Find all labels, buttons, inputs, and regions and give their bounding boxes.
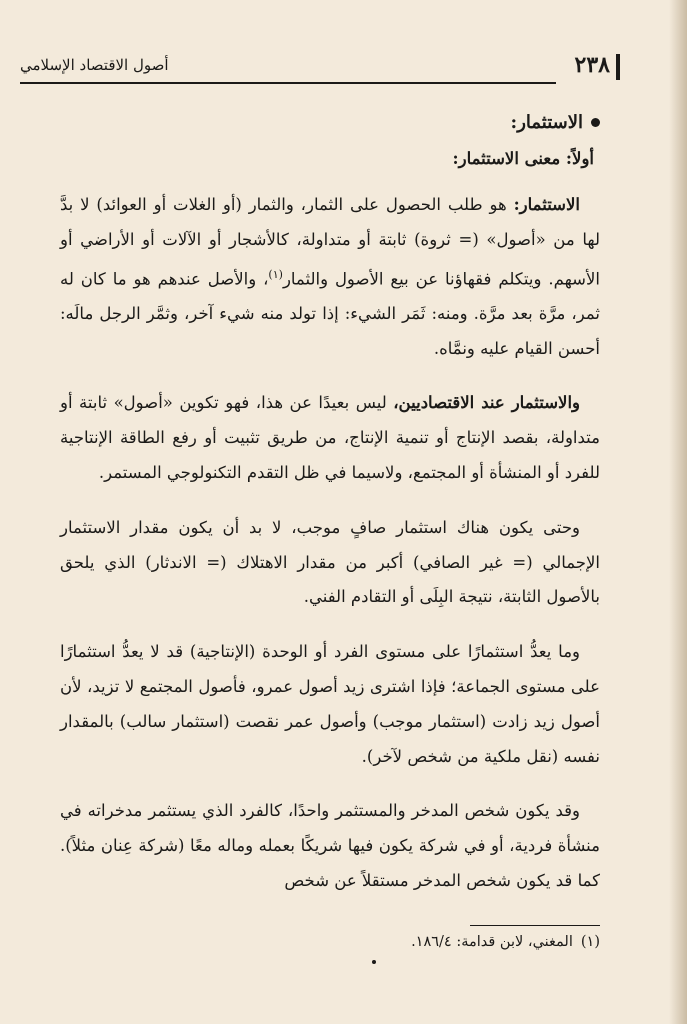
paragraph-text: وحتى يكون هناك استثمار صافٍ موجب، لا بد أن يكون مقدار الاستثمار الإجمالي (= غير الصافي) أكبر من مقدار الاهتلاك (= الاندثار) الذي يلحق بالأصول الثابتة، نتيجة البِلَى أو التقادم الفني. bbox=[60, 517, 600, 607]
page-number-bar bbox=[616, 54, 620, 80]
paragraph-text: هو طلب الحصول على الثمار، والثمار (أو الغلات أو العوائد) لا بدَّ لها من «أصول» (= ثروة) ثابتة أو متداولة، كالأشجار أو الآلات أو الأراضي أو الأسهم. ويتكلم فقهاؤنا عن بيع الأصول والثمار bbox=[60, 195, 600, 289]
running-title: أصول الاقتصاد الإسلامي bbox=[20, 56, 169, 74]
footnote bbox=[60, 930, 600, 954]
paragraph-text: وقد يكون شخص المدخر والمستثمر واحدًا، كالفرد الذي يستثمر مدخراته في منشأة فردية، أو في شركة يكون فيها شريكًا بعمله وماله معًا (شركة عِنان مثلاً). كما قد يكون شخص المدخر مستقلاً عن شخص bbox=[60, 801, 600, 891]
section-heading bbox=[60, 112, 600, 133]
paragraph-text-tail: ، والأصل عندهم هو ما كان له ثمر، مرَّة بعد مرَّة. ومنه: ثَمَر الشيء: إذا تولد منه شيء آخر، وثمَّر الرجل مالَه: أحسن القيام عليه ونمَّاه. bbox=[60, 269, 600, 358]
main-text bbox=[60, 112, 600, 919]
paragraph-text: وما يعدُّ استثمارًا على مستوى الفرد أو الوحدة (الإنتاجية) قد لا يعدُّ استثمارًا على مستوى الجماعة؛ فإذا اشترى زيد أصول عمرو، فأصول المجتمع لا تزيد، لأن أصول زيد زادت (استثمار موجب) وأصول عمر نقصت (استثمار سالب) بالمقدار نفسه (نقل ملكية من شخص لآخر). bbox=[60, 642, 600, 766]
paragraph bbox=[60, 635, 600, 774]
footnote-rule bbox=[470, 925, 600, 926]
paragraph-text: ليس بعيدًا عن هذا، فهو تكوين «أصول» ثابتة أو متداولة، بقصد الإنتاج أو تنمية الإنتاج، من طريق تثبيت أو رفع الطاقة الإنتاجية للفرد أو المنشأة أو المجتمع، ولاسيما في ظل التقدم التكنولوجي المستمر. bbox=[60, 393, 600, 483]
header-rule bbox=[20, 82, 556, 84]
footnote-reference[interactable]: (١) bbox=[268, 267, 283, 281]
page-header bbox=[20, 52, 610, 82]
paragraph bbox=[60, 794, 600, 898]
section-heading-text: الاستثمار: bbox=[510, 112, 583, 133]
footnote-text: المغني، لابن قدامة: ١٨٦/٤. bbox=[411, 934, 573, 950]
paragraph bbox=[60, 188, 600, 366]
bullet-icon bbox=[591, 118, 600, 127]
paragraph bbox=[60, 386, 600, 490]
page-spine-shadow bbox=[669, 0, 687, 1024]
footnote-number: (١) bbox=[580, 934, 600, 950]
subsection-heading: أولاً: معنى الاستثمار: bbox=[452, 149, 594, 168]
page-number: ٢٣٨ bbox=[574, 52, 610, 78]
paragraph-lead: الاستثمار: bbox=[513, 195, 580, 214]
paragraph-lead: والاستثمار عند الاقتصاديين، bbox=[393, 393, 580, 413]
printer-mark bbox=[372, 960, 376, 964]
paragraph bbox=[60, 511, 600, 615]
